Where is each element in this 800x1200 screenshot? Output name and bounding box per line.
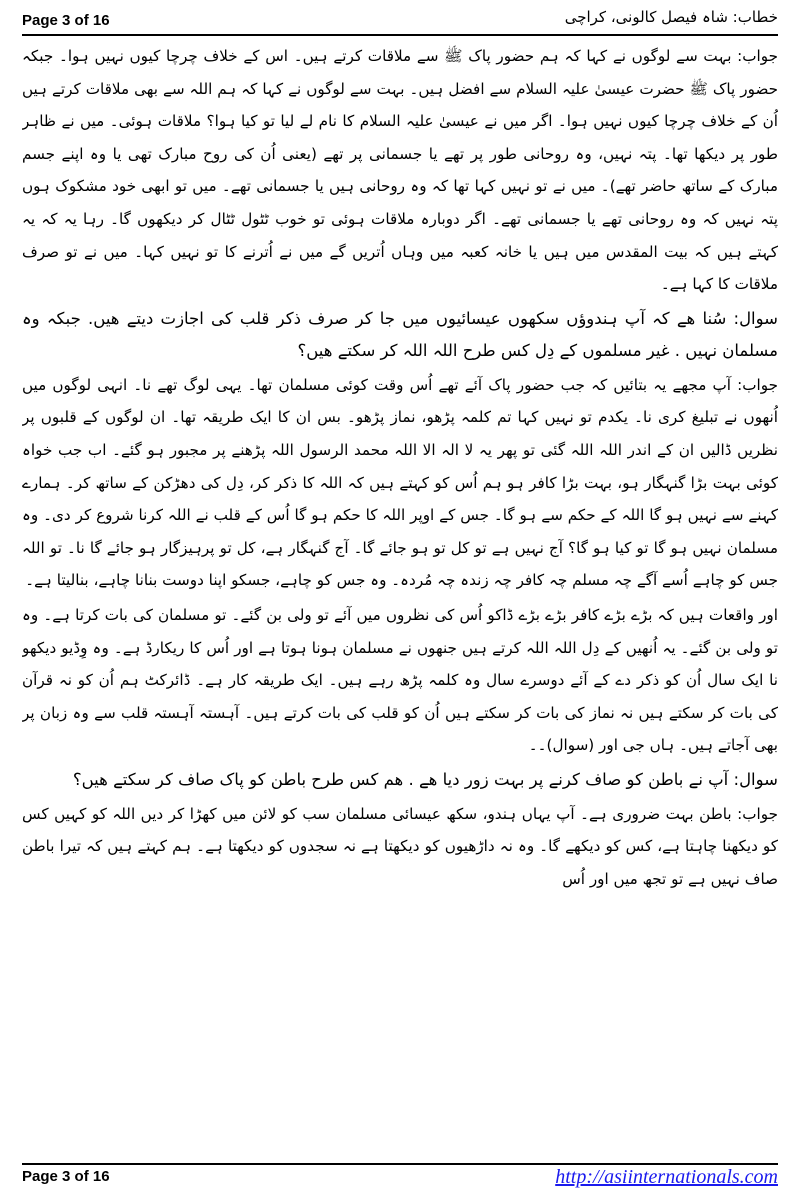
website-link[interactable]: http://asiinternationals.com [555,1166,778,1188]
question-paragraph: سوال: سُنا ھے کہ آپ ہندوؤں سکھوں عیسائیوں میں جا کر صرف ذکر قلب کی اجازت دیتے ھیں. جبکہ وہ مسلمان نہیں . غیر مسلموں کے دِل کس طرح اللہ اللہ کر سکتے ھیں؟ [22,308,778,360]
footer-divider [22,1163,778,1165]
page-number: Page 3 of 16 [22,12,110,29]
answer-paragraph: اور واقعات ہیں کہ بڑے بڑے کافر بڑے بڑے ڈاکو اُس کی نظروں میں آئے تو ولی بن گئے۔ تو مسلمان کی بات کرتا ہے۔ وہ تو ولی بن گئے۔ یہ اُنھیں کے دِل اللہ اللہ کرتے ہیں جنھوں نے مسلمان ہونا ہوتا ہے اور اُس کا ریکارڈ ہے۔ وہ وِڈیو دیکھو نا ایک سال اُن کو ذکر دے کے آئے دوسرے سال وہ کلمہ پڑھ رہے ہیں۔ ایک طریقہ کار ہے۔ ڈائرکٹ ہم اُن کو نہ قرآن کی بات کر سکتے ہیں نہ نماز کی بات کر سکتے ہیں اُن کو قلب کی بات کرتے ہیں۔ آہستہ آہستہ قلب سے وہ زبان پر بھی آجاتے ہیں۔ ہاں جی اور (سوال)۔۔ [22,605,778,755]
answer-paragraph: جواب: آپ مجھے یہ بتائیں کہ جب حضور پاک آئے تھے اُس وقت کوئی مسلمان تھا۔ یہی لوگ تھے نا۔ انہی لوگوں میں اُنھوں نے تبلیغ کری نا۔ یکدم تو نہیں کہا تم کلمہ پڑھو، نماز پڑھو۔ بس ان کا ایک طریقہ تھا۔ ان لوگوں کے قلبوں پر نظریں ڈالیں ان کے اندر اللہ اللہ گئی تو پھر یہ لا الہ الا اللہ محمد الرسول اللہ پڑھنے پر مجبور ہو گئے۔ اب جب خواہ کوئی بہت بڑا گنہگار ہو، بہت بڑا کافر ہو ہم اُس کو کہتے ہیں کہ اللہ کا ذکر کر، دِل کی دھڑکن کے ساتھ کر۔ ہمارے کہنے سے نہیں ہو گا اللہ کے حکم سے ہو گا۔ جس کے اوپر اللہ کا حکم ہو گا اُس کے قلب نے اللہ کرنا شروع کر دی۔ وہ مسلمان نہیں ہو گا تو کیا ہو گا؟ آج نہیں ہے تو کل تو ہو جائے گا۔ آج گنہگار ہے، کل تو پرہیزگار ہو جائے گا نا۔ تو اللہ جس کو چاہے اُسے آگے چہ مسلم چہ کافر چہ زندہ چہ مُردہ۔ وہ جس کو چاہے، جسکو اپنا دوست بنانا چاہے، بنالیتا ہے۔ [22,375,778,590]
answer-paragraph: جواب: بہت سے لوگوں نے کہا کہ ہم حضور پاک ﷺ سے ملاقات کرتے ہیں۔ اس کے خلاف چرچا کیوں نہیں ہوا۔ جبکہ حضور پاک ﷺ حضرت عیسیٰ علیہ السلام سے افضل ہیں۔ بہت سے لوگوں نے کہا کہ ہم اللہ سے بھی ملاقات کرتے ہیں اُن کے خلاف چرچا کیوں نہیں ہوا۔ اگر میں نے عیسیٰ علیہ السلام کا نام لے لیا تو کیا ہوا؟ ملاقات ہوئی۔ میں نے ظاہر طور پر دیکھا تھا۔ پتہ نہیں، وہ روحانی طور پر تھے یا جسمانی پر تھے (یعنی اُن کی روح مبارک تھی یا وہ اپنے جسم مبارک کے ساتھ حاضر تھے)۔ میں نے تو نہیں کہا تھا کہ وہ روحانی ہیں یا جسمانی تھے۔ میں تو ابھی خود مشکوک ہوں پتہ نہیں کہ وہ روحانی تھے یا جسمانی تھے۔ اگر دوبارہ ملاقات ہوئی تو خوب ٹٹول ٹٹال کر دیکھوں گا۔ رہا یہ کہ یہ کہتے ہیں کہ بیت المقدس میں ہیں یا خانہ کعبہ میں وہاں اُتریں گے میں نے اُترنے کا تو نہیں کہا۔ میں نے تو صرف ملاقات کا کہا ہے۔ [22,47,778,294]
header-divider [22,34,778,36]
question-paragraph: سوال: آپ نے باطن کو صاف کرنے پر بہت زور دیا ھے . ھم کس طرح باطن کو پاک صاف کر سکتے ھیں؟ [72,769,778,789]
document-body [22,40,778,1158]
footer-page-number: Page 3 of 16 [22,1168,110,1185]
page-footer [22,1166,778,1194]
document-title: خطاب: شاہ فیصل کالونی، کراچی [564,8,778,26]
answer-paragraph: جواب: باطن بہت ضروری ہے۔ آپ یہاں ہندو، سکھ عیسائی مسلمان سب کو لائن میں کھڑا کر دیں اللہ کو کہیں کس کو دیکھنا چاہتا ہے، کس کو دیکھے گا۔ وہ نہ داڑھیوں کو دیکھتا ہے نہ سجدوں کو دیکھتا ہے۔ ہم کہتے ہیں کہ تیرا باطن صاف نہیں ہے تو تجھ میں اور اُس [22,804,778,889]
